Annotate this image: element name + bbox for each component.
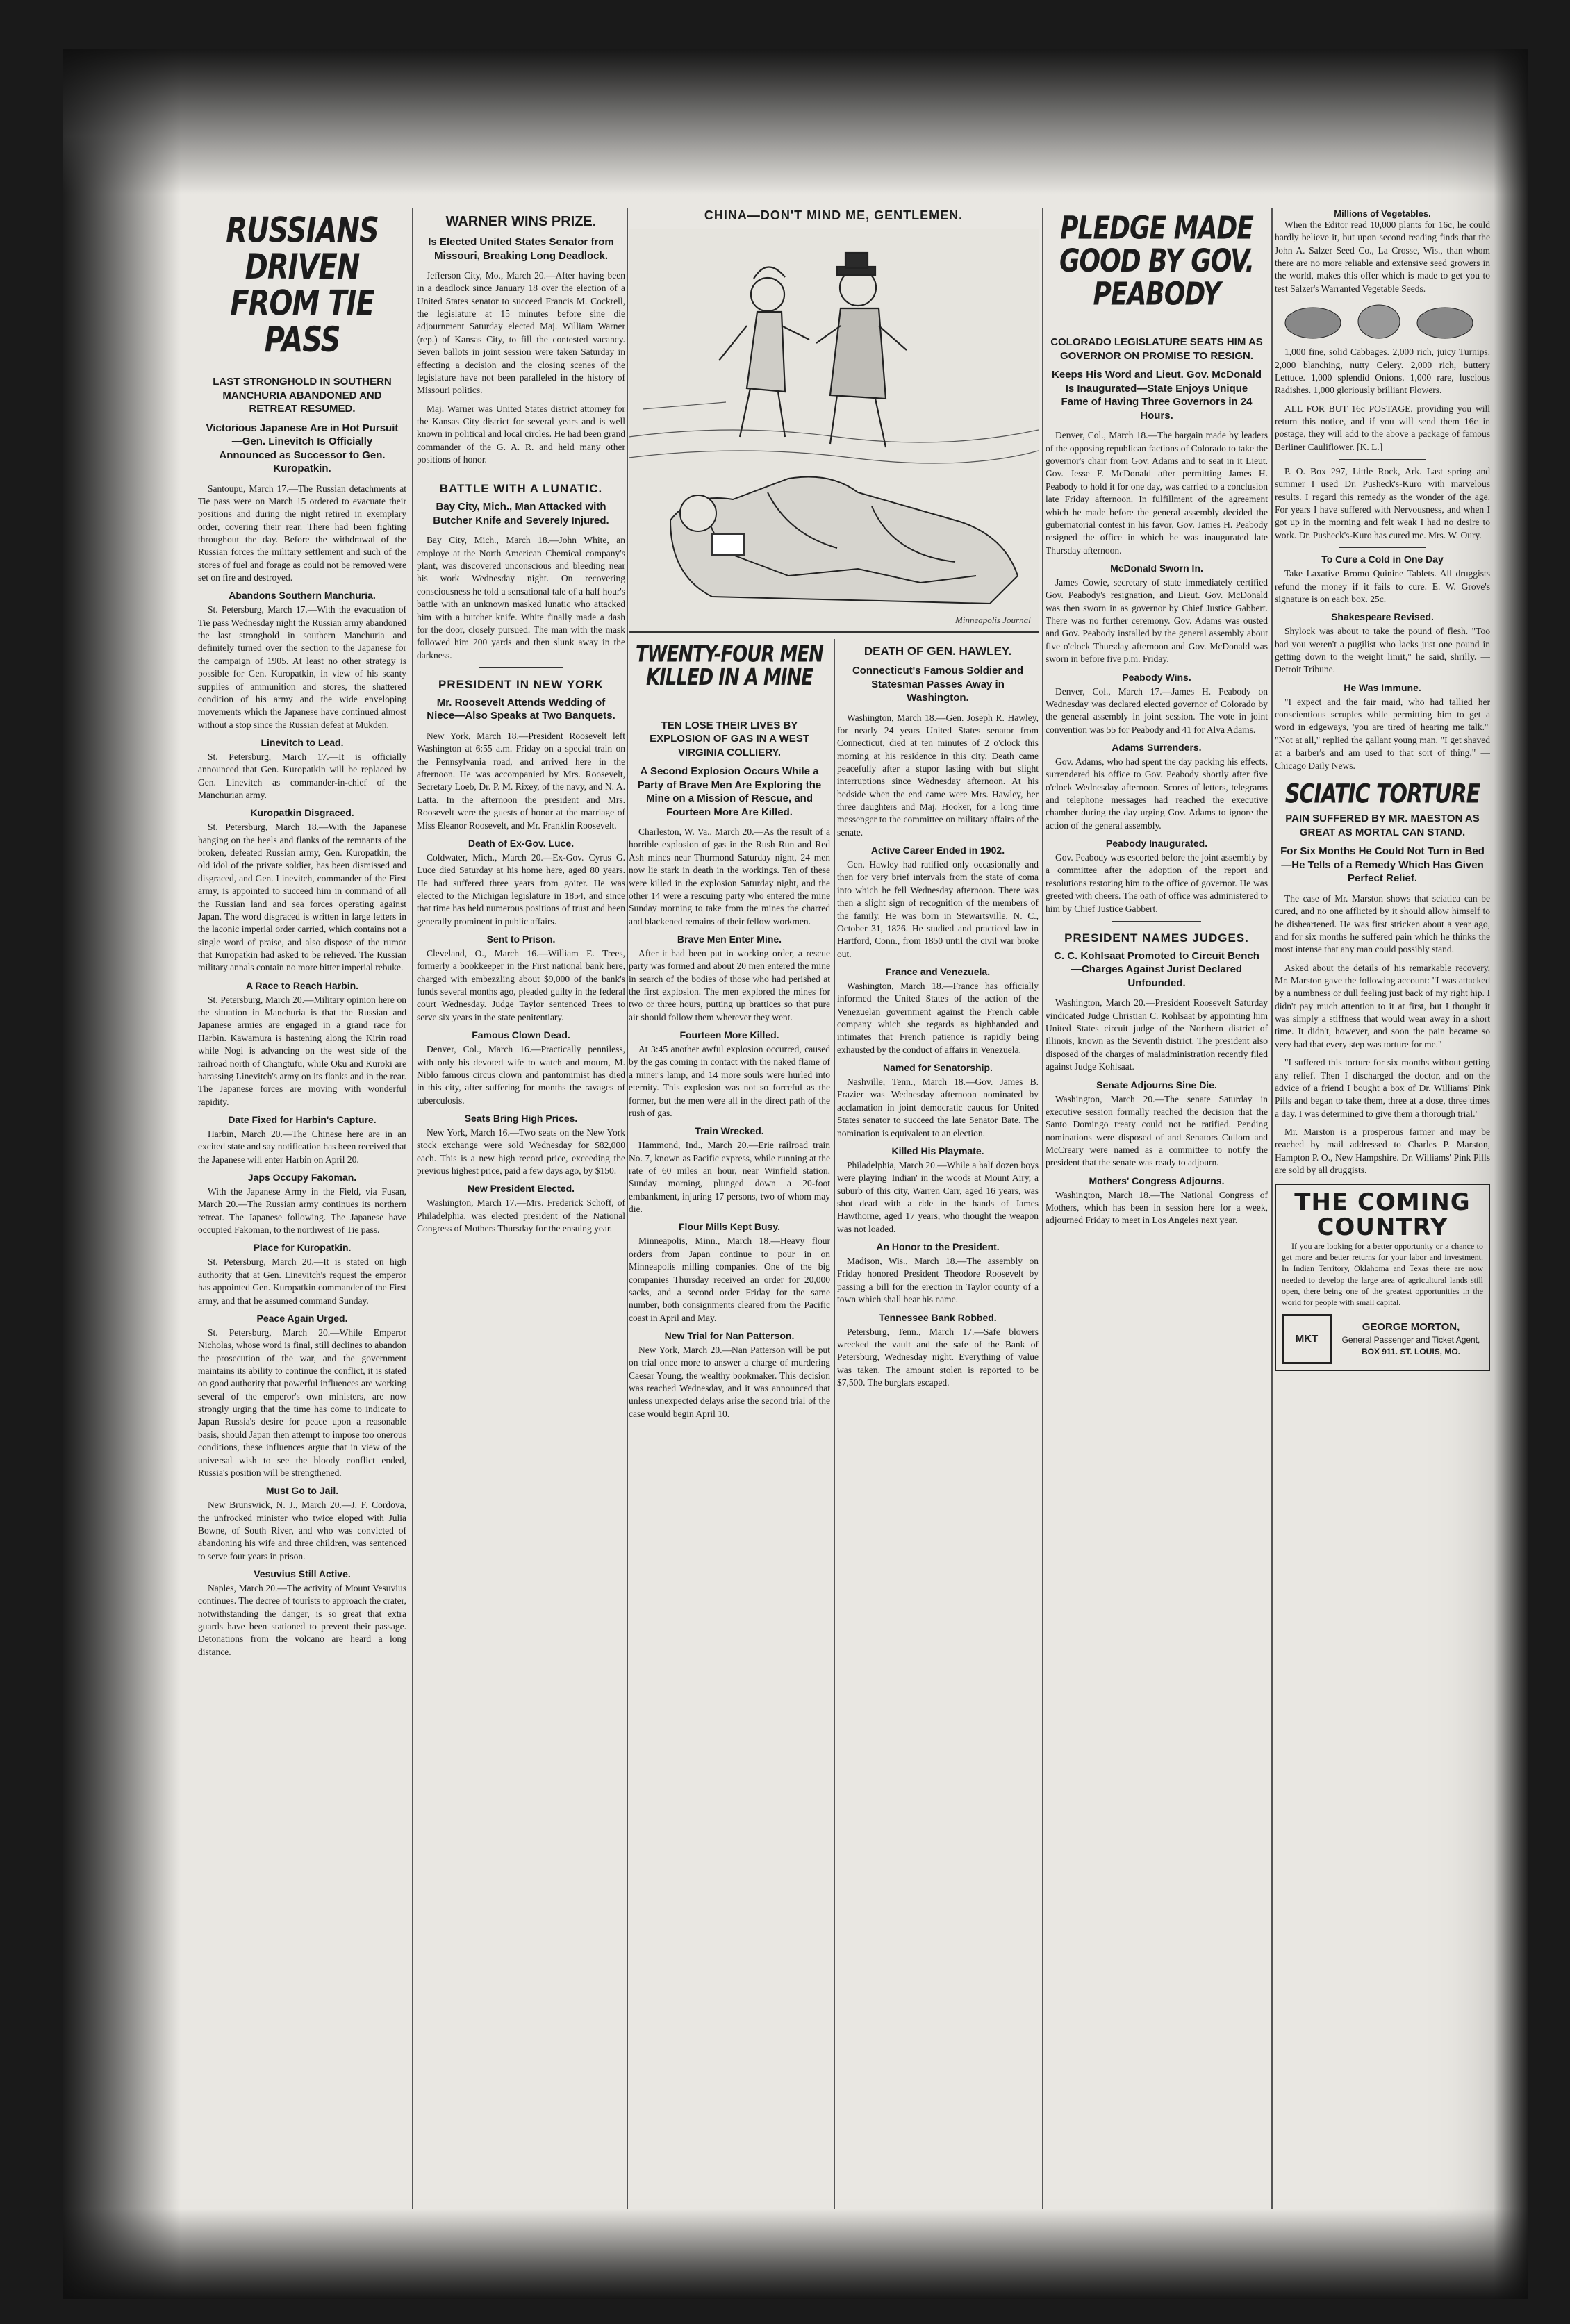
- side-heading: Japs Occupy Fakoman.: [247, 1172, 357, 1184]
- vegetable-illustration: [1275, 301, 1483, 342]
- headline-hawley: DEATH OF GEN. HAWLEY.: [864, 645, 1012, 658]
- subhead-russians: LAST STRONGHOLD IN SOUTHERN MANCHURIA ABANDONED AND RETREAT RESUMED.: [213, 376, 392, 415]
- article-paragraph: New York, March 16.—Two seats on the New York stock exchange were sold Wednesday for $82,000 each. This is a new high record price, exceeding the previous highest price, paid a few days ago, by $150.: [417, 1127, 625, 1177]
- article-paragraph: Jefferson City, Mo., March 20.—After having been in a deadlock since January 18 over the election of a United States senator to succeed Francis M. Cockrell, the legislature at 15 minutes before sine die adjournment Saturday elected Maj. William Warner (rep.) of Kansas City, to fill the contested vacancy. Seven ballots in joint session were taken Saturday in effecting a decision and the closing scenes of the legislature have not been paralleled in the history of Missouri politics.: [417, 270, 625, 396]
- article-paragraph: Gov. Adams, who had spent the day packing his effects, surrendered his office to Gov. Peabody shortly after five o'clock Wednesday afternoon. Scores of letters, telegrams and telephone messages had reached the executive chamber during the day urging Gov. Adams to ignore the action of the general assembly.: [1046, 756, 1268, 831]
- scan-shadow-left: [63, 49, 181, 2299]
- side-heading: An Honor to the President.: [876, 1241, 1000, 1253]
- ad-paragraph: If you are looking for a better opportunity or a chance to get more and better returns for your labor and investment. In Indian Territory, Oklahoma and Texas there are now needed to develop the large area of agricultural lands still open, there being one of the greatest opportunities in the world for people with small capital.: [1282, 1240, 1483, 1308]
- article-paragraph: Washington, March 18.—Gen. Joseph R. Hawley, for nearly 24 years United States senator from Connecticut, died at ten minutes of 2 o'clock this morning at his residence in this city. Death came peacefully after a stupor lasting with but slight interruptions since Wednesday afternoon. At his bedside when the end came were Mrs. Hawley, her three daughters and Maj. Hooker, for a long time messenger to the committee on military affairs of the senate.: [837, 712, 1039, 838]
- headline-warner: WARNER WINS PRIZE.: [445, 214, 597, 229]
- side-heading: Peace Again Urged.: [256, 1312, 348, 1324]
- ad-paragraph: Take Laxative Bromo Quinine Tablets. All druggists refund the money if it fails to cure. E. W. Grove's signature is on each box. 25c.: [1275, 568, 1490, 604]
- article-paragraph: Washington, March 20.—President Roosevelt Saturday vindicated Judge Christian C. Kohlsaat by appointing him United States circuit judge of the Northern district of Illinois, known as the Seventh district. The president also disposed of the charges of maladministration recently filed against Judge Kohlsaat.: [1046, 997, 1268, 1072]
- headline-mine: TWENTY-FOUR MEN KILLED IN A MINE: [636, 641, 823, 692]
- article-paragraph: Nashville, Tenn., March 18.—Gov. James B. Frazier was Wednesday afternoon nominated by acclamation in joint democratic caucus for United States senator to succeed the late Senator Bate. The nomination is equivalent to an election.: [837, 1077, 1039, 1138]
- article-paragraph: Harbin, March 20.—The Chinese here are in an excited state and say notification has been received that the Japanese will enter Harbin on April 20.: [198, 1128, 406, 1165]
- side-heading: Killed His Playmate.: [891, 1145, 984, 1156]
- deck-judges: C. C. Kohlsaat Promoted to Circuit Bench—Charges Against Jurist Declared Unfounded.: [1054, 949, 1259, 989]
- article-paragraph: St. Petersburg, March 20.—It is stated on high authority that at Gen. Linevitch's request the emperor has appointed Gen. Kuropatkin commander of the First army, and that he assumed command Sunday.: [198, 1256, 406, 1306]
- column-1: [198, 208, 406, 2209]
- side-heading: Shakespeare Revised.: [1331, 611, 1434, 623]
- ad-contact-address: BOX 911. ST. LOUIS, MO.: [1361, 1347, 1461, 1357]
- divider: [1339, 547, 1426, 548]
- scan-shadow-top: [63, 49, 1528, 194]
- side-heading: He Was Immune.: [1344, 681, 1421, 693]
- side-heading: Kuropatkin Disgraced.: [250, 807, 354, 819]
- deck-sciatic: For Six Months He Could Not Turn in Bed—He Tells of a Remedy Which Has Given Perfect Relief.: [1280, 845, 1485, 885]
- deck-president-ny: Mr. Roosevelt Attends Wedding of Niece—Also Speaks at Two Banquets.: [427, 696, 615, 722]
- side-heading: Must Go to Jail.: [265, 1485, 339, 1497]
- article-paragraph: Coldwater, Mich., March 20.—Ex-Gov. Cyrus G. Luce died Saturday at his home here, aged 80 years. He had suffered three years from goiter. He was elected to the Michigan legislature in 1854, and since that time has held numerous positions of trust and been generally prominent in public affairs.: [417, 852, 625, 927]
- cartoon-title: CHINA—DON'T MIND ME, GENTLEMEN.: [704, 208, 964, 222]
- article-paragraph: James Cowie, secretary of state immediately certified Gov. Peabody's resignation, and Lieut. Gov. McDonald was then sworn in as governor by Chief Justice Gabbert. There was no further ceremony. Gov. Adams was ousted and Gov. Peabody installed by the general assembly about five o'clock Thursday afternoon and Gov. McDonald was sworn in before five p.m. Friday.: [1046, 576, 1268, 665]
- side-heading: A Race to Reach Harbin.: [245, 979, 359, 991]
- article-paragraph: Denver, Col., March 18.—The bargain made by leaders of the opposing republican factions of Colorado to take the governor's chair from Gov. Adams and to seat in it Lieut. Gov. Jesse F. McDonald after permitting James H. Peabody to hold it for one day, was carried to a conclusion late Friday afternoon. In fulfillment of the agreement which he made before the general assembly decided the gubernatorial contest in his favor, Gov. James H. Peabody resigned the office in which he was inaugurated late Thursday afternoon.: [1046, 430, 1268, 556]
- side-heading: France and Venezuela.: [885, 965, 991, 977]
- subhead-sciatic: PAIN SUFFERED BY MR. MAESTON AS GREAT AS MORTAL CAN STAND.: [1285, 813, 1480, 838]
- political-cartoon-image: [629, 229, 1039, 633]
- article-paragraph: "I expect and the fair maid, who had tallied her conscientious scruples while permitting him to get a word in edgeways, 'you are tired of hearing me talk.'" "Not at all," replied the gallant young man. "I get shaved at a barber's and am used to that sort of thing." —Chicago Daily News.: [1275, 696, 1490, 771]
- side-heading: Date Fixed for Harbin's Capture.: [228, 1113, 377, 1125]
- article-paragraph: Bay City, Mich., March 18.—John White, an employe at the North American Chemical company's plant, was discovered unconscious and bleeding near his work Wednesday night. On recovering consciousness he told a sensational tale of a half hour's battle with an unknown masked lunatic who attacked him with a butcher knife. White finally made a dash for the door, closely pursued. The man with the mask followed him 200 yards and then slunk away in the darkness.: [417, 535, 625, 661]
- article-paragraph: St. Petersburg, March 20.—While Emperor Nicholas, whose word is final, still declines to abandon the prosecution of the war, and the government maintains its ability to continue the conflict, it is stated on good authority that powerful influences are working several of the emperor's own ministers, are now strongly urging that the time has come to indicate to Japan Russia's desire for peace upon a reasonable basis, should Japan then attempt to impose too onerous conditions, these influences argue that in view of the universal wish to see the bloody conflict ended, Russia's position will be strengthened.: [198, 1327, 406, 1478]
- article-paragraph: Minneapolis, Minn., March 18.—Heavy flour orders from Japan continue to pour in on Minneapolis milling companies. One of the big companies Thursday received an order for 20,000 sacks, and a second order Friday for the same number, both consignments cleared from the Pacific coast in April and May.: [629, 1236, 830, 1323]
- article-paragraph: Asked about the details of his remarkable recovery, Mr. Marston gave the following account: "I was attacked by a numbness or dull feeling just back of my right hip. I didn't pay much attention to it at first, but I thought it was simply a stiffness that would wear away in a short time. It didn't, however, and soon the pain became so very bad that every step was torture for me.": [1275, 962, 1490, 1049]
- ad-vegetables-title: Millions of Vegetables.: [1334, 208, 1431, 219]
- deck-peabody: Keeps His Word and Lieut. Gov. McDonald Is Inaugurated—State Enjoys Unique Fame of Having Three Governors in 24 Hours.: [1052, 369, 1262, 422]
- side-heading: Abandons Southern Manchuria.: [229, 590, 376, 601]
- article-paragraph: Denver, Col., March 17.—James H. Peabody on Wednesday was declared elected governor of Colorado by the general assembly in joint session. The vote in joint convention was 55 for Peabody and 41 for Alva Adams.: [1046, 686, 1268, 735]
- side-heading: Mothers' Congress Adjourns.: [1089, 1175, 1225, 1186]
- side-heading: New Trial for Nan Patterson.: [664, 1329, 795, 1341]
- side-heading: Sent to Prison.: [486, 933, 556, 945]
- column-3: [629, 208, 1039, 639]
- column-rule: [834, 639, 835, 2209]
- side-heading: New President Elected.: [467, 1183, 575, 1195]
- headline-peabody: PLEDGE MADE GOOD BY GOV. PEABODY: [1059, 210, 1255, 313]
- coming-country-ad: [1275, 1184, 1490, 1370]
- article-paragraph: Naples, March 20.—The activity of Mount Vesuvius continues. The decree of tourists to approach the crater, notwithstanding the danger, is so great that extra guards have been stationed to prevent their passage. Detonations from the volcano are heard a long distance.: [198, 1583, 406, 1657]
- divider: [479, 667, 563, 668]
- mkt-logo-icon: MKT: [1282, 1314, 1332, 1364]
- article-paragraph: "I suffered this torture for six months without getting any relief. Then I discharged the doctor, and on the advice of a friend I bought a box of Dr. Williams' Pink Pills and began to take them, three at a dose, three times a day. I was determined to give them a thorough trial.": [1275, 1057, 1490, 1119]
- side-heading: Train Wrecked.: [695, 1125, 764, 1137]
- article-paragraph: Gov. Peabody was escorted before the joint assembly by a committee after the adoption of the report and resolutions restoring him to the office of governor. He was greeted with cheers. The oath of office was administered to him by Chief Justice Gabbert.: [1046, 852, 1268, 914]
- article-paragraph: Washington, March 17.—Mrs. Frederick Schoff, of Philadelphia, was elected president of the National Congress of Mothers Thursday for the ensuing year.: [417, 1197, 625, 1234]
- article-paragraph: At 3:45 another awful explosion occurred, caused by the gas coming in contact with the naked flame of a miner's lamp, and 14 more souls were hurled into eternity. This explosion was not so forceful as the former, but the men were all in the direct path of the rush of gas.: [629, 1044, 830, 1118]
- side-heading: Famous Clown Dead.: [472, 1029, 570, 1041]
- ad-paragraph: ALL FOR BUT 16c POSTAGE, providing you will return this notice, and if you will send them 16c in postage, they will add to the above a package of famous Berliner Cauliflower. [K. L.]: [1275, 403, 1490, 452]
- side-heading: Named for Senatorship.: [883, 1062, 993, 1074]
- side-heading: Vesuvius Still Active.: [254, 1568, 351, 1580]
- side-heading: To Cure a Cold in One Day: [1321, 554, 1444, 565]
- article-paragraph: With the Japanese Army in the Field, via Fusan, March 20.—The Russian army continues its northern retreat. The Japanese following. The Japanese have occupied Fakoman, to the northwest of Tie pass.: [198, 1186, 406, 1236]
- article-paragraph: Washington, March 18.—The National Congress of Mothers, which has been in session here for a week, adjourned Friday to meet in Los Angeles next year.: [1046, 1189, 1268, 1226]
- side-heading: Peabody Wins.: [1122, 671, 1191, 683]
- article-paragraph: Santoupu, March 17.—The Russian detachments at Tie pass were on March 15 ordered to evacuate their positions and during the night retired in exemplary order, covering their rear. There had been fighting throughout the day. Before the withdrawal of the Russian forces the military settlement and such of the stores of fuel and forage as could not be removed were set on fire and destroyed.: [198, 483, 406, 583]
- article-paragraph: Philadelphia, March 20.—While a half dozen boys were playing 'Indian' in the woods at Mount Airy, a suburb of this city, Warren Carr, aged 16 years, was shot dead with a ride in the hands of James Hawthorne, aged 17 years, who thought the weapon was not loaded.: [837, 1159, 1039, 1234]
- article-paragraph: Cleveland, O., March 16.—William E. Trees, formerly a bookkeeper in the First national bank here, charged with embezzling about $9,000 of the bank's funds several months ago, pleaded guilty in the federal court Wednesday. Judge Taylor sentenced Trees to serve six years in the state penitentiary.: [417, 948, 625, 1022]
- side-heading: Seats Bring High Prices.: [464, 1112, 578, 1124]
- article-paragraph: The case of Mr. Marston shows that sciatica can be cured, and no one afflicted by it should allow himself to be disheartened. He was first stricken about a year ago, and for six months he suffered pain which he thinks the most intense that any man could possibly stand.: [1275, 893, 1490, 955]
- article-paragraph: St. Petersburg, March 17.—It is officially announced that Gen. Kuropatkin will be replaced by Gen. Linevitch as commander-in-chief of the Manchurian army.: [198, 751, 406, 801]
- article-paragraph: After it had been put in working order, a rescue party was formed and about 20 men entered the mine in search of the bodies of those who had perished at the first explosion. The men explored the mines for two or three hours, putting up brattices so that pure air should follow them wherever they went.: [629, 947, 830, 1022]
- article-paragraph: Madison, Wis., March 18.—The assembly on Friday honored President Theodore Roosevelt by passing a bill for the erection in Taylor county of a town which shall bear his name.: [837, 1256, 1039, 1305]
- headline-sciatic: SCIATIC TORTURE: [1284, 779, 1480, 810]
- column-2: [417, 208, 625, 2209]
- cartoon-credit: Minneapolis Journal: [955, 615, 1031, 625]
- ad-paragraph: When the Editor read 10,000 plants for 16c, he could hardly believe it, but upon second reading finds that the John A. Salzer Seed Co., La Crosse, Wis., than whom there are no more reliable and extensive seed growers in the world, makes this offer which is made to get you to test Salzer's Warranted Vegetable Seeds.: [1275, 219, 1490, 294]
- article-paragraph: St. Petersburg, March 20.—Military opinion here on the situation in Manchuria is that the Russian and Japanese armies are engaged in a grand race for Harbin. Kawamura is hastening along the Kirin road while Nogi is advancing on the west side of the railroad north of Changtufu, while Oku and Kuroki are harassing Linevitch's army on its flanks and in the rear. The Japanese forces are moving with wonderful rapidity.: [198, 994, 406, 1107]
- deck-russians: Victorious Japanese Are in Hot Pursuit—Gen. Linevitch Is Officially Announced as Successor to Gen. Kuropatkin.: [206, 422, 399, 474]
- scan-shadow-right: [1494, 49, 1528, 2299]
- column-rule: [627, 208, 628, 2209]
- article-paragraph: Gen. Hawley had ratified only occasionally and then for very brief intervals from the state of coma into which he fell Wednesday afternoon. There was then a slight sign of recognition of the members of the family. He was born in Stewartsville, N. C., October 31, 1826. He studied and practiced law in Hartford, Conn., from 1850 until the civil war broke out.: [837, 859, 1039, 959]
- deck-warner: Is Elected United States Senator from Missouri, Breaking Long Deadlock.: [428, 236, 614, 262]
- side-heading: Adams Surrenders.: [1112, 741, 1202, 753]
- article-paragraph: New York, March 18.—President Roosevelt left Washington at 6:55 a.m. Friday on a special train on the Pennsylvania road, and arrived here in the afternoon. He was accompanied by Mrs. Roosevelt, Secretary Loeb, Dr. P. M. Rixey, of the navy, and N. A. Latta. In the afternoon the president and Mrs. Roosevelt were the guests of honor at the marriage of Miss Eleanor Roosevelt, and Mr. Franklin Roosevelt.: [417, 730, 625, 831]
- subhead-peabody: COLORADO LEGISLATURE SEATS HIM AS GOVERNOR ON PROMISE TO RESIGN.: [1050, 336, 1263, 362]
- headline-lunatic: BATTLE WITH A LUNATIC.: [439, 482, 603, 496]
- article-paragraph: New York, March 20.—Nan Patterson will be put on trial once more to answer a charge of murdering Caesar Young, the wealthy bookmaker. This decision was reached Wednesday, and it was announced that unless unexpected delays arise the second trial of the case would begin April 10.: [629, 1344, 830, 1419]
- article-paragraph: Petersburg, Tenn., March 17.—Safe blowers wrecked the vault and the safe of the Bank of Petersburg, Wednesday night. Everything of value was taken. The amount stolen is reported to be $7,500. The burglars escaped.: [837, 1326, 1039, 1388]
- side-heading: Brave Men Enter Mine.: [677, 933, 782, 945]
- article-paragraph: St. Petersburg, March 17.—With the evacuation of Tie pass Wednesday night the Russian army abandoned the last stronghold in southern Manchuria and definitely turned over the section to the Japanese for the campaign of 1905. At least no other strategy is possible for Gen. Kuropatkin, in view of his scanty supplies of ammunition and stores, the shattered condition of his army and the wide enveloping movements which the Japanese have continued almost without a stop since the Russian defeat at Mukden.: [198, 604, 406, 730]
- ad-contact-name: GEORGE MORTON,: [1362, 1321, 1460, 1334]
- article-paragraph: New Brunswick, N. J., March 20.—J. F. Cordova, the unfrocked minister who twice eloped with Julia Bowne, of South River, and who was convicted of abandoning his wife and three children, was sentenced to serve four years in prison.: [198, 1500, 406, 1561]
- deck-mine: A Second Explosion Occurs While a Party of Brave Men Are Exploring the Mine on a Mission of Rescue, and Fourteen More Are Killed.: [637, 765, 822, 818]
- column-3a: [629, 639, 830, 2209]
- column-rule: [1271, 208, 1273, 2209]
- column-rule: [412, 208, 413, 2209]
- column-5: [1275, 208, 1490, 2209]
- subhead-mine: TEN LOSE THEIR LIVES BY EXPLOSION OF GAS IN A WEST VIRGINIA COLLIERY.: [650, 719, 809, 758]
- column-3b: [837, 639, 1039, 2209]
- side-heading: Tennessee Bank Robbed.: [879, 1311, 997, 1323]
- article-paragraph: Washington, March 18.—France has officially informed the United States of the action of the Venezuelan government against the French cable company which she regards as highhanded and intimates that French patience is rapidly being exhausted by the conduct of affairs in Venezuela.: [837, 980, 1039, 1055]
- article-paragraph: Charleston, W. Va., March 20.—As the result of a horrible explosion of gas in the Rush Run and Red Ash mines near Thurmond Saturday night, 24 men now lie stark in death in the workings. Ten of these were killed in the explosion Saturday night, and the other 14 were a rescuing party who entered the mine Sunday morning to take from the mines the charred and blackened remains of their fellow workmen.: [629, 827, 830, 927]
- article-paragraph: Washington, March 20.—The senate Saturday in executive session formally reached the decision that the Santo Domingo treaty could not be ratified. Pending nominations were disposed of and Senators Cullom and McCreary were named as a committee to notify the president that the senate was ready to adjourn.: [1046, 1093, 1268, 1168]
- side-heading: Fourteen More Killed.: [679, 1029, 779, 1041]
- headline-president-ny: PRESIDENT IN NEW YORK: [438, 677, 604, 691]
- deck-lunatic: Bay City, Mich., Man Attacked with Butcher Knife and Severely Injured.: [433, 501, 609, 526]
- divider: [1339, 459, 1426, 460]
- divider: [1112, 921, 1201, 922]
- side-heading: Linevitch to Lead.: [261, 736, 344, 748]
- side-heading: Flour Mills Kept Busy.: [679, 1221, 780, 1233]
- deck-hawley: Connecticut's Famous Soldier and Statesman Passes Away in Washington.: [852, 665, 1024, 704]
- article-paragraph: St. Petersburg, March 18.—With the Japanese hanging on the heels and flanks of the remnants of the broken, defeated Russian army, Gen. Kuropatkin, the old idol of the private soldier, has been dismissed and disgraced, and Gen. Linevitch, commander of the First army, is appointed to succeed him in command of all the Russian land and sea forces operating against Japan. The word disgraced is written in large letters in the laconic imperial order carried, which contains not a single word of praise, and also dispose of the rumor that Kuropatkin had asked to be relieved. The Russian military annals contain no more bitter imperial rebuke.: [198, 822, 406, 973]
- ad-title: THE COMING COUNTRY: [1294, 1188, 1471, 1242]
- side-heading: Senate Adjourns Sine Die.: [1096, 1079, 1217, 1090]
- scan-shadow-bottom: [63, 2209, 1528, 2299]
- article-paragraph: Hammond, Ind., March 20.—Erie railroad train No. 7, known as Pacific express, while running at the rate of 60 miles an hour, near Winfield station, Sunday morning, plunged down a 20-foot embankment, injuring 17 persons, two of whom may die.: [629, 1140, 830, 1215]
- headline-judges: PRESIDENT NAMES JUDGES.: [1064, 931, 1249, 945]
- headline-russians: RUSSIANS DRIVEN FROM TIE PASS: [226, 210, 379, 360]
- article-paragraph: Mr. Marston is a prosperous farmer and may be reached by mail addressed to Charles P. Marston, Hampton P. O., New Hampshire. Dr. Williams' Pink Pills are sold by all druggists.: [1275, 1126, 1490, 1176]
- column-rule: [1042, 208, 1043, 2209]
- ad-paragraph: P. O. Box 297, Little Rock, Ark. Last spring and summer I used Dr. Pusheck's-Kuro with marvelous results. I regard this remedy as the wonder of the age. For years I have suffered with Nervousness, and when I got up in the morning and felt weak I had no desire to work. Dr. Pusheck's-Kuro has cured me. Mrs. W. Oury.: [1275, 466, 1490, 540]
- column-4: [1046, 208, 1268, 2209]
- ad-paragraph: 1,000 fine, solid Cabbages. 2,000 rich, juicy Turnips. 2,000 blanching, nutty Celery. 2,000 rich, buttery Lettuce. 1,000 splendid Onions. 1,000 rare, luscious Radishes. 1,000 gloriously brilliant Flowers.: [1275, 347, 1490, 396]
- side-heading: Peabody Inaugurated.: [1105, 838, 1208, 849]
- side-heading: Death of Ex-Gov. Luce.: [468, 837, 575, 849]
- article-paragraph: Maj. Warner was United States district attorney for the Kansas City district for several years and is well known in political and local circles. He had been grand commander of the G. A. R. and held many other positions of honor.: [417, 403, 625, 465]
- side-heading: Active Career Ended in 1902.: [870, 845, 1005, 856]
- side-heading: McDonald Sworn In.: [1110, 562, 1203, 574]
- ad-contact-role: General Passenger and Ticket Agent,: [1341, 1335, 1480, 1345]
- article-paragraph: Denver, Col., March 16.—Practically penniless, with only his devoted wife to watch and mourn, M. Niblo famous circus clown and pantomimist has died in this city, after suffering for months the ravages of tuberculosis.: [417, 1044, 625, 1106]
- side-heading: Place for Kuropatkin.: [253, 1242, 352, 1254]
- article-paragraph: Shylock was about to take the pound of flesh. "Too bad you weren't a pugilist who lacks just one pound in getting down to the weight limit," he said, shrilly. —Detroit Tribune.: [1275, 626, 1490, 675]
